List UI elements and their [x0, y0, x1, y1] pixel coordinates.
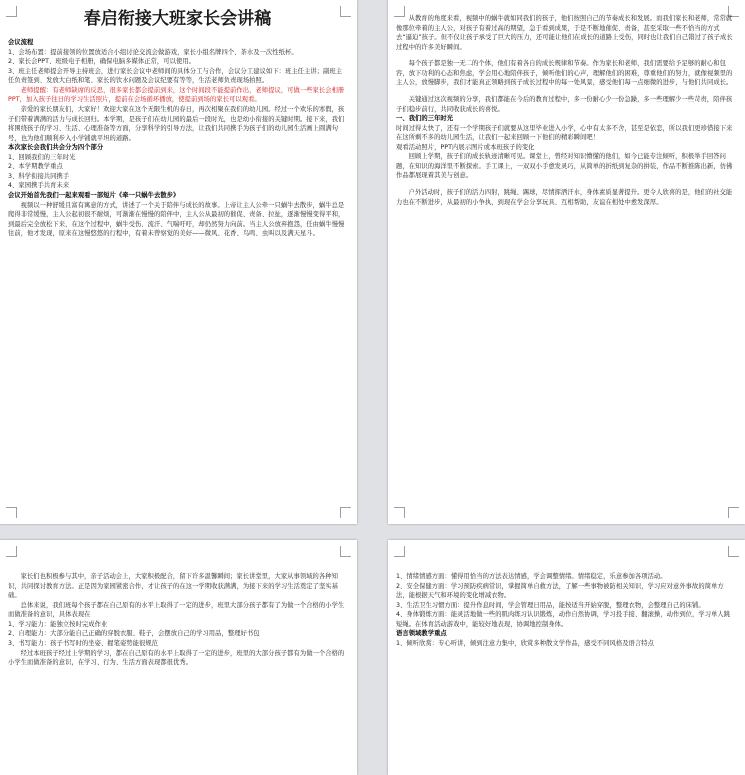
body-line: 3、生活卫生习惯方面：提升作息时间，学会管理日用品，能按适当开始穿脱，整理衣物，会整理自己的床铺。 [396, 601, 705, 609]
section-heading: 会议开始首先我们一起来观看一部短片《牵一只蜗牛去散步》 [8, 192, 180, 199]
body-paragraph: 户外活动时，孩子们的活力四射，跳绳、踢球，尽情挥洒汗水，身体素质显著提升。更令人欣喜的是，他们的社交能力也在不断进步，从最初的小争执，到现在学会分享玩具、互相帮助，友谊在相处中愈发深厚。 [396, 189, 733, 206]
body-line: 1、学习能力：能独立按时完成作业 [8, 620, 108, 628]
body-paragraph: 总体来说，我们班每个孩子都在自己原有的水平上取得了一定的进步，班里大部分孩子都有了为做一个合格的小学生而做准备的意识，具体表现在 [8, 601, 345, 619]
body-line: 观看活动照片，PPT内展示图片或本班孩子的变化 [396, 143, 535, 151]
section-heading: 本次家长会我们共会分为四个部分 [8, 144, 104, 152]
paragraph-spacer [396, 52, 735, 59]
body-line: 3、科学衔接共同携手 [8, 172, 70, 180]
body-paragraph: 家长们也积极参与其中，亲子活动会上，大家积极配合，留下许多温馨瞬间；家长讲堂里，大家从事领域的各种知识，共同探讨教育方法。正是因为家园紧密合作，才让孩子的在这一学期收获满满，为接下来的学习生活奠定了坚实基础。 [8, 573, 339, 600]
document-page-4 [388, 540, 745, 775]
body-line: 2、安全保健方面：学习预防疾病常识，掌握简单自救方法，了解一些事物被防相关知识，学习应对意外事故的简单方法，能根据天气和环境的变化增减衣物。 [396, 582, 724, 600]
section-heading: 语言领域教学重点 [396, 630, 447, 638]
page-2-content [396, 14, 735, 518]
body-line: 1、会场布置：提前接领的位置放适合小组讨论交流会做游戏，家长小组名牌四个、茶水及一次性纸杯。 [8, 48, 298, 56]
body-paragraph: 每个孩子都是独一无二的个体，他们有着各自的成长规律和节奏。作为家长和老师，我们需要给予足够的耐心和包容，放下功利的心态和焦虑，学会用心地陪伴孩子，倾听他们的心声，理解他们的困难，尊重他们的努力，就像视频里的主人公，放慢脚步，我们才能真正领略到孩子成长过程中的每一处风景，感受他们每一点细微的进步，与他们共同成长。 [396, 60, 733, 87]
body-line: 时间过得太快了，还有一个学期孩子们就要从这里毕业进入小学，心中有太多不舍，甚至是依恋，所以我们更珍惜接下来在这所剩不多的幼儿园生活，让我们一起来回顾一下他们的精彩瞬间吧！ [396, 124, 733, 142]
section-heading: 会议流程 [8, 39, 34, 46]
body-line: 3、书写能力：孩子书写时的坐姿、握笔姿势能很规范 [8, 639, 159, 647]
document-page-3 [0, 540, 357, 775]
document-page-2 [388, 0, 745, 524]
margin-marker [728, 546, 739, 557]
body-line: 2、本学期教学重点 [8, 163, 63, 171]
body-paragraph: 经过本班孩子经过上学期的学习，都在自己原有的水平上取得了一定的进步，班里的大部分孩子都有为做一个合格的小学生而做准备的意识，在学习、行为、生活方面表现都很优秀。 [8, 649, 345, 667]
margin-marker [340, 546, 351, 557]
body-paragraph: 从教育的角度来看，视频中的蜗牛就如同我们的孩子，他们按照自己的节奏成长和发展。而我们家长和老师，常常就像那位牵着的主人公，对孩子有着过高的期望，急于看到成果，于是不断地催促、责备，甚至采取一些不恰当的方式去“逼迫”孩子。但不仅让孩子承受了巨大的压力，还可能让他们在成长的道路上受伤，同时也让我们自己错过了孩子成长过程中的许多美好瞬间。 [396, 15, 733, 51]
body-paragraph: 视频以一种舒缓且富有寓意的方式，讲述了一个关于陪伴与成长的故事。上帝让主人公牵一只蜗牛去散步，蜗牛总是爬得非常缓慢，主人公起初很不耐烦，可渐渐在慢慢的陪伴中，主人公从最初的催促、责备、拉扯，逐渐慢慢变得平和，到最后完全放松下来，在这个过程中，蜗牛受伤、流汗、气喘吁吁，却仍然努力向前。当主人公放弃抱怨，任由蜗牛慢慢往前，他才发现，原来在这慢悠悠的行程中，有着未曾察觉的美好——微风、花香、鸟鸣、虫叫以及满天星斗。 [8, 201, 345, 238]
body-line: 1、倾听欣赏：专心听讲，倾到注意力集中，欣赏多种散文学作品，感受不同风格及语言特点 [396, 639, 654, 647]
body-line: 1、情绪情感方面：懂得用恰当的方法表达情感，学会调整情绪。情绪稳定，乐意参加各项活动。 [396, 573, 667, 580]
body-paragraph: 关键通过这次视频的分享，我们都能在今后的教育过程中，多一份耐心少一份急躁，多一些理解少一些苛责，陪伴孩子们稳步前行，共同收获成长的喜悦。 [396, 95, 733, 113]
body-paragraph: 亲爱的家长朋友们，大家好！欢迎大家在这个无限生机的春日，再次相聚在我们的幼儿园。经过一个欢乐的寒假，孩子们带着满满的活力与成长回归。本学期，是孩子们在幼儿园的最后一段时光，也是幼小衔接的关键时期。接下来，我们将围绕孩子的学习、生活、心理准备等方面，分享科学的引导方法，让我们共同携手为孩子们的幼儿园生活画上圆满句号，也为他们顺利步入小学铺就平坦的道路。 [8, 105, 345, 142]
section-heading: 一、我们的三年时光 [396, 115, 454, 123]
body-line: 2、自理能力：大部分能自己正确的穿脱衣服、鞋子，会摆放自己的学习用品，整理好书包 [8, 630, 260, 638]
paragraph-spacer [396, 181, 735, 188]
body-line: 2、家长会PPT、班级电子相册，确保电脑多媒体正常，可以使用。 [8, 58, 196, 66]
page-4-content [396, 572, 735, 769]
document-page-1 [0, 0, 357, 524]
body-line: 1、回顾我们的三年时光 [8, 153, 76, 161]
margin-marker [6, 546, 17, 557]
paragraph-spacer [396, 88, 735, 95]
body-line: 3、班主任老师提会开导主持班会，进行家长会议中老师间的具体分工与合作，会议分工建议如下：班主任主讲；副班主任负责签到、发放大白纸和笔、家长的饮水问题及会议纪要有等等，生活老师负责现场拍照。 [8, 67, 343, 85]
body-paragraph: 回顾上学期，孩子们的成长轨迹清晰可见。课堂上，曾经对知识懵懂的他们，如今已能专注倾听，积极举手回答问题，在知识的海洋里不断探索。手工课上，一双双小手愈发灵巧，从简单的折纸到复杂的拼装，作品不断推陈出新，仿佛作品都展现着其美与创意。 [396, 153, 733, 180]
page-3-content [8, 572, 347, 769]
document-title: 春启衔接大班家长会讲稿 [83, 9, 272, 29]
page-1-content [8, 6, 347, 518]
body-line: 4、家园携手共育未来 [8, 182, 70, 190]
highlighted-note: 老师提醒：有老师缺席的反思，很多家长都会提前到来，这个时间段不能提前作出，老师提议，可做一些家长会相册PPT，加入孩子往日的学习生活照片，提前在会场循环播放，使提前到场的家长可以观看。 [8, 86, 345, 104]
body-line: 4、身体锻炼方面：能灵活地做一些的肌肉练习认识锻炼，动作自然协调，学习投手接、翻滚操，动作到位，学习单人跳短绳。在体育活动游戏中，能较好地表现，协调地控制身体。 [396, 611, 731, 628]
margin-marker [394, 546, 405, 557]
